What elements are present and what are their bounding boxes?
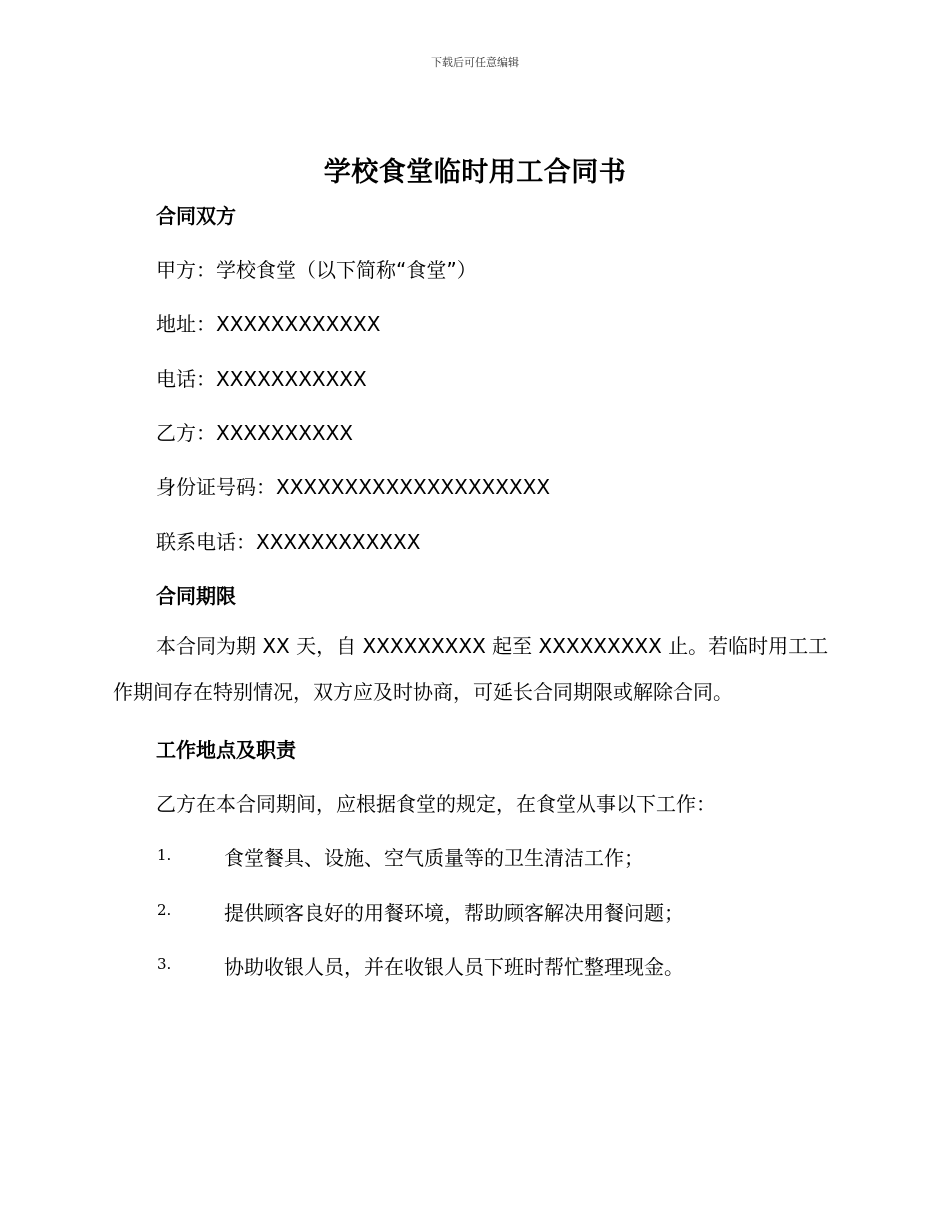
list-item-number: 2. bbox=[157, 901, 172, 919]
list-item-text: 协助收银人员，并在收银人员下班时帮忙整理现金。 bbox=[224, 955, 684, 979]
duties-intro: 乙方在本合同期间，应根据食堂的规定，在食堂从事以下工作： bbox=[156, 792, 716, 816]
document-title: 学校食堂临时用工合同书 bbox=[323, 157, 627, 188]
list-item-text: 食堂餐具、设施、空气质量等的卫生清洁工作； bbox=[224, 846, 644, 870]
list-item-number: 1. bbox=[157, 846, 172, 864]
term-paragraph: 本合同为期 XX 天，自 XXXXXXXXX 起至 XXXXXXXXX 止。若临时用工工作期间存在特别情况，双方应及时协商，可延长合同期限或解除合同。 bbox=[113, 634, 829, 704]
section-heading-duties: 工作地点及职责 bbox=[156, 738, 296, 762]
address-line: 地址：XXXXXXXXXXXX bbox=[156, 312, 381, 336]
party-a-line: 甲方：学校食堂（以下简称“食堂”） bbox=[156, 258, 477, 282]
section-heading-term: 合同期限 bbox=[156, 584, 236, 608]
contact-phone-line: 联系电话：XXXXXXXXXXXX bbox=[156, 530, 421, 554]
list-item-text: 提供顾客良好的用餐环境，帮助顾客解决用餐问题； bbox=[224, 901, 684, 925]
page-header-note: 下载后可任意编辑 bbox=[431, 56, 519, 69]
section-heading-parties: 合同双方 bbox=[156, 204, 236, 228]
phone-line: 电话：XXXXXXXXXXX bbox=[156, 367, 367, 391]
party-b-line: 乙方：XXXXXXXXXX bbox=[156, 421, 354, 445]
list-item-number: 3. bbox=[157, 955, 172, 973]
id-number-line: 身份证号码：XXXXXXXXXXXXXXXXXXXX bbox=[156, 475, 551, 499]
